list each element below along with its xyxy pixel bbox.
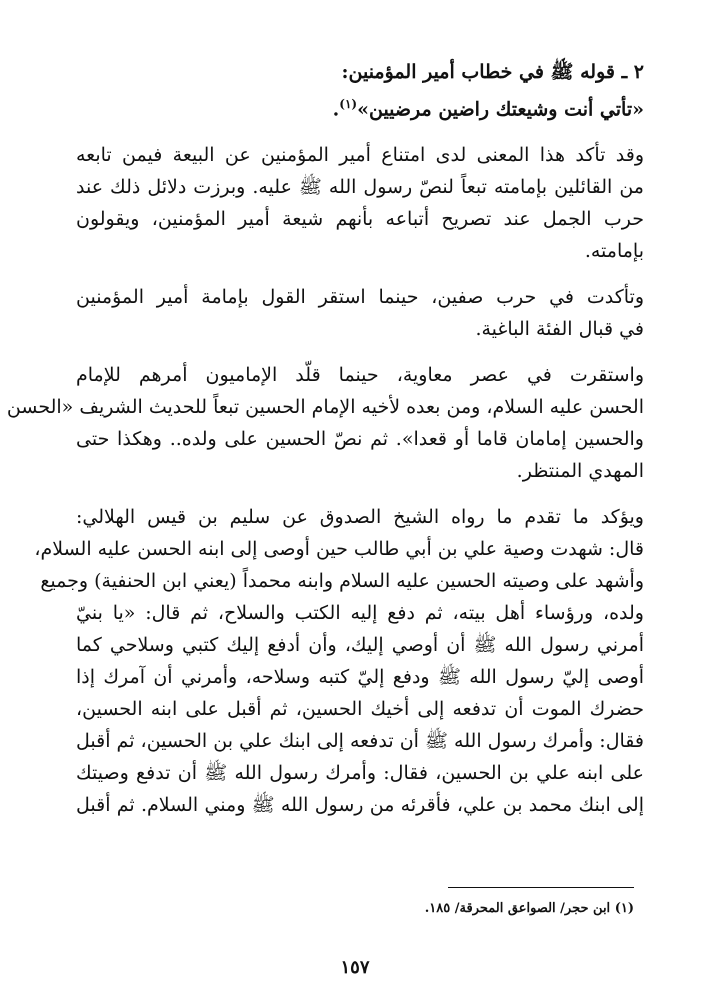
text-line: إلى ابنك محمد بن علي، فأقرئه من رسول الله ﷺ ومني السلام. ثم أقبل: [76, 794, 644, 817]
text-line: وتأكدت في حرب صفين، حينما استقر القول بإمامة أمير المؤمنين: [76, 286, 644, 309]
paragraph-hadith: [76, 56, 644, 125]
text-line: من القائلين بإمامته تبعاً لنصّ رسول الله ﷺ عليه. وبرزت دلائل ذلك عند: [76, 176, 644, 199]
paragraph-2: [76, 281, 644, 345]
text-line: وقد تأكد هذا المعنى لدى امتناع أمير المؤمنين عن البيعة فيمن تابعه: [76, 144, 644, 167]
text-line: وأشهد على وصيته الحسين عليه السلام وابنه محمداً (يعني ابن الحنفية) وجميع: [40, 570, 644, 593]
text-line: والحسين إمامان قاما أو قعدا». ثم نصّ الحسين على ولده.. وهكذا حتى: [76, 428, 644, 451]
footnote: (١) ابن حجر/ الصواعق المحرقة/ ١٨٥.: [424, 901, 634, 916]
text-line: بإمامته.: [584, 240, 644, 263]
text-line: قال: شهدت وصية علي بن أبي طالب حين أوصى إلى ابنه الحسن عليه السلام،: [34, 538, 644, 561]
text-line: ويؤكد ما تقدم ما رواه الشيخ الصدوق عن سليم بن قيس الهلالي:: [76, 506, 644, 529]
footnote-divider: [448, 887, 634, 888]
text-line: حرب الجمل عند تصريح أتباعه بأنهم شيعة أمير المؤمنين، ويقولون: [76, 208, 644, 231]
text-line-quote: «تأتي أنت وشيعتك راضين مرضيين»$^{(١)}$.: [332, 97, 644, 121]
page-number: ١٥٧: [340, 957, 370, 978]
text-line: فقال: وأمرك رسول الله ﷺ أن تدفعه إلى ابنك علي بن الحسين، ثم أقبل: [76, 730, 644, 753]
quote-text: «تأتي أنت وشيعتك راضين مرضيين»: [357, 98, 644, 121]
footnote-marker: (١): [339, 97, 358, 111]
paragraph-4: [34, 501, 644, 821]
text-line: أوصى إليّ رسول الله ﷺ ودفع إليّ كتبه وسلاحه، وأمرني أن آمرك إذا: [76, 666, 644, 689]
text-line: الحسن عليه السلام، ومن بعده لأخيه الإمام الحسين تبعاً للحديث الشريف «الحسن: [6, 396, 644, 419]
text-line: على ابنه علي بن الحسين، فقال: وأمرك رسول الله ﷺ أن تدفع وصيتك: [76, 762, 644, 785]
text-line: واستقرت في عصر معاوية، حينما قلّد الإماميون أمرهم للإمام: [76, 364, 644, 387]
text-line: في قبال الفئة الباغية.: [475, 318, 644, 341]
text-line: المهدي المنتظر.: [516, 460, 644, 483]
text-line: حضرك الموت أن تدفعه إلى أخيك الحسين، ثم أقبل على ابنه الحسين،: [76, 698, 644, 721]
text-line: أمرني رسول الله ﷺ أن أوصي إليك، وأن أدفع إليك كتبي وسلاحي كما: [76, 634, 644, 657]
text-line: ٢ ـ قوله ﷺ في خطاب أمير المؤمنين:: [341, 61, 644, 83]
text-line: ولده، ورؤساء أهل بيته، ثم دفع إليه الكتب والسلاح، ثم قال: «يا بنيّ: [76, 602, 644, 625]
paragraph-3: [6, 359, 644, 487]
paragraph-1: [76, 139, 644, 267]
